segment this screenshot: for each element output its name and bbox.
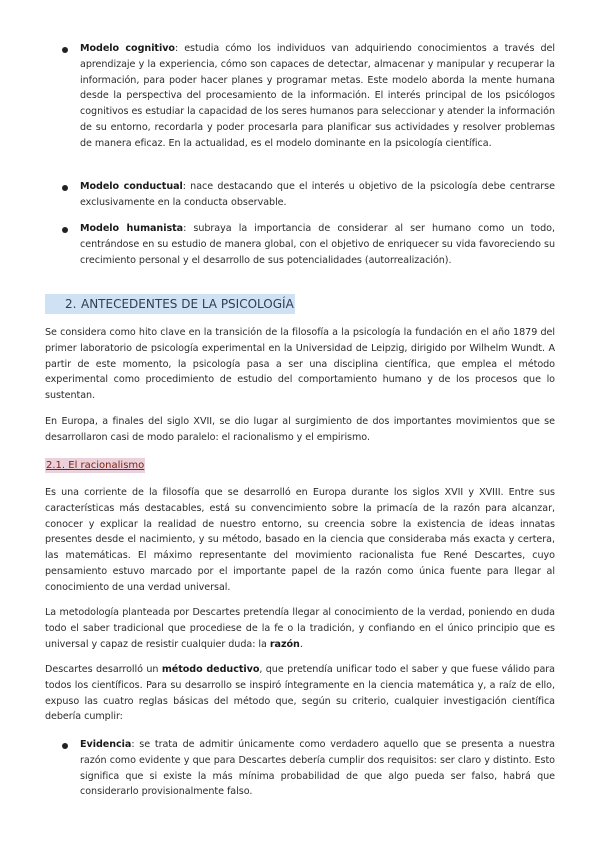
paragraph-wundt: Se considera como hito clave en la transición de la filosofía a la psicología la fundación en el año 1879 del primer laboratorio de psicología experimental en la Universidad de Leipzig, dirigido por Wilhelm Wundt. A partir de este momento, la psicología pasa a ser una disciplina científica, que emplea el método experimental como procedimiento de estudio del comportamiento humano y de los procesos que lo sustentan. xyxy=(45,327,555,402)
bullet-dot xyxy=(62,47,68,53)
bullet-dot xyxy=(62,227,68,233)
subsection-heading: 2.1. El racionalismo xyxy=(46,460,145,471)
bullet-term: Evidencia xyxy=(80,739,132,750)
paragraph-text: La metodología planteada por Descartes pretendía llegar al conocimiento de la verdad, poniendo en duda todo el saber tradicional que procediese de la fe o la tradición, y confiando en el único principio que es universal y capaz de resistir cualquier duda: la xyxy=(45,607,555,650)
section-number: 2. xyxy=(65,297,77,311)
bold-term: razón xyxy=(269,638,300,650)
paragraph-end: . xyxy=(299,638,303,650)
bullet-modelo-humanista xyxy=(80,221,555,268)
bullet-term: Modelo conductual xyxy=(80,181,183,192)
bullet-text: : nace destacando que el interés u objetivo de la psicología debe centrarse exclusivamente en la conducta observable. xyxy=(80,181,555,208)
section-title: ANTECEDENTES DE LA PSICOLOGÍA xyxy=(81,297,294,311)
paragraph-europa: En Europa, a finales del siglo XVII, se dio lugar al surgimiento de dos importantes movimientos que se desarrollaron casi de modo paralelo: el racionalismo y el empirismo. xyxy=(45,416,555,443)
bold-term: método deductivo xyxy=(161,664,260,675)
paragraph-metodologia xyxy=(45,605,555,652)
bullet-text: : subraya la importancia de considerar al ser humano como un todo, centrándose en su estudio de manera global, con el objetivo de enriquecer su vida favoreciendo su crecimiento personal y el desarrollo de sus potencialidades (autorrealización). xyxy=(80,223,555,266)
bullet-modelo-conductual xyxy=(80,179,555,211)
bullet-dot xyxy=(62,185,68,191)
bullet-term: Modelo humanista xyxy=(80,223,184,234)
bullet-modelo-cognitivo xyxy=(80,41,555,152)
bullet-term: Modelo cognitivo xyxy=(80,43,175,54)
bullet-evidencia xyxy=(80,737,555,800)
paragraph-text: , que pretendía unificar todo el saber y que fuese válido para todos los científicos. Para su desarrollo se inspiró íntegramente en la ciencia matemática y, a raíz de ello, expuso las cuatro reglas básicas del método que, según su criterio, cualquier investigación científica debería cumplir: xyxy=(45,664,556,723)
paragraph-text: Descartes desarrolló un xyxy=(45,664,162,675)
section-heading xyxy=(45,294,295,314)
bullet-text: : se trata de admitir únicamente como verdadero aquello que se presenta a nuestra razón como evidente y que para Descartes debería cumplir dos requisitos: ser claro y distinto. Esto significa que si existe la más mínima probabilidad de que algo pueda ser falso, habrá que considerarlo provisionalmente falso. xyxy=(80,739,555,798)
bullet-text: : estudia cómo los individuos van adquiriendo conocimientos a través del aprendizaje y la experiencia, cómo son capaces de detectar, almacenar y manipular y recuperar la información, para poder hacer planes y programar metas. Este modelo aborda la mente humana desde la perspectiva del procesamiento de la información. El interés principal de los psicólogos cognitivos es estudiar la capacidad de los seres humanos para seleccionar y atender la información de su entorno, recordarla y poder procesarla para planificar sus actividades y resolver problemas de manera eficaz. En la actualidad, es el modelo dominante en la psicología científica. xyxy=(80,43,555,149)
paragraph-racionalismo: Es una corriente de la filosofía que se desarrolló en Europa durante los siglos XVII y XVIII. Entre sus características más destacables, está su convencimiento sobre la primacía de la razón para alcanzar, conocer y explicar la realidad de nuestro entorno, su creencia sobre la existencia de ideas innatas presentes desde el nacimiento, y su método, basado en la ciencia que consideraba más exacta y certera, las matemáticas. El máximo representante del movimiento racionalista fue René Descartes, cuyo pensamiento estuvo marcado por el importante papel de la razón como única fuente para llegar al conocimiento de una verdad universal. xyxy=(45,487,555,593)
bullet-dot xyxy=(62,743,68,749)
paragraph-metodo-deductivo xyxy=(45,662,555,725)
